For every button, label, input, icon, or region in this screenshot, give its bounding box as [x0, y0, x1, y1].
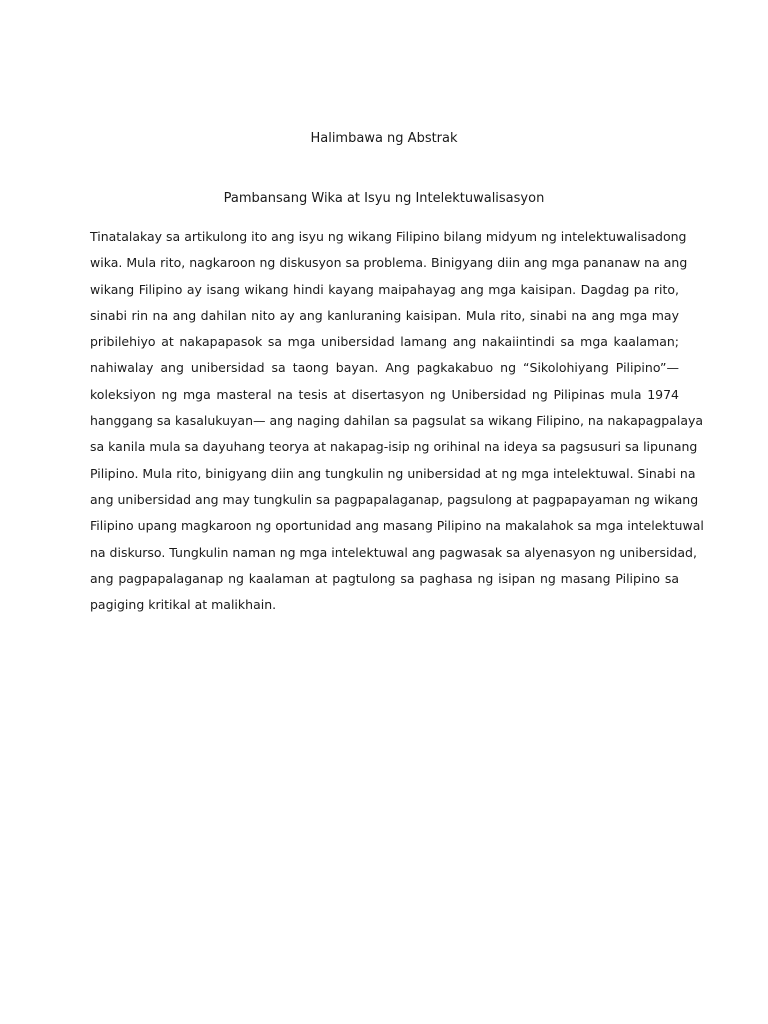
page-heading: Halimbawa ng Abstrak [310, 131, 458, 146]
abstract-line: ang unibersidad ang may tungkulin sa pagpapalaganap, pagsulong at pagpapayaman ng wikang [90, 491, 699, 507]
abstract-line: wikang Filipino ay isang wikang hindi kayang maipahayag ang mga kaisipan. Dagdag pa rito, [90, 281, 679, 297]
abstract-line: Pilipino. Mula rito, binigyang diin ang tungkulin ng unibersidad at ng mga intelektuwal. Sinabi na [90, 465, 696, 481]
abstract-line: Filipino upang magkaroon ng oportunidad ang masang Pilipino na makalahok sa mga intelektuwal [90, 518, 704, 534]
article-title: Pambansang Wika at Isyu ng Intelektuwalisasyon [223, 191, 545, 206]
abstract-line: ang pagpapalaganap ng kaalaman at pagtulong sa paghasa ng isipan ng masang Pilipino sa [90, 570, 679, 586]
abstract-line: sinabi rin na ang dahilan nito ay ang kanluraning kaisipan. Mula rito, sinabi na ang mga may [90, 307, 679, 323]
abstract-line: koleksiyon ng mga masteral na tesis at disertasyon ng Unibersidad ng Pilipinas mula 1974 [90, 386, 679, 402]
abstract-line: pribilehiyo at nakapapasok sa mga unibersidad lamang ang nakaiintindi sa mga kaalaman; [90, 334, 679, 350]
abstract-line: wika. Mula rito, nagkaroon ng diskusyon sa problema. Binigyang diin ang mga pananaw na ang [90, 255, 688, 271]
abstract-line: hanggang sa kasalukuyan— ang naging dahilan sa pagsulat sa wikang Filipino, na nakapagpalaya [90, 413, 704, 429]
abstract-line: pagiging kritikal at malikhain. [90, 597, 277, 613]
abstract-line: na diskurso. Tungkulin naman ng mga intelektuwal ang pagwasak sa alyenasyon ng unibersidad, [90, 544, 697, 560]
abstract-paragraph [90, 224, 704, 618]
abstract-line: sa kanila mula sa dayuhang teorya at nakapag-isip ng orihinal na ideya sa pagsusuri sa lipunang [90, 439, 698, 455]
abstract-line: Tinatalakay sa artikulong ito ang isyu ng wikang Filipino bilang midyum ng intelektuwalisadong [90, 229, 687, 244]
abstract-line: nahiwalay ang unibersidad sa taong bayan. Ang pagkakabuo ng “Sikolohiyang Pilipino”— [90, 360, 679, 376]
